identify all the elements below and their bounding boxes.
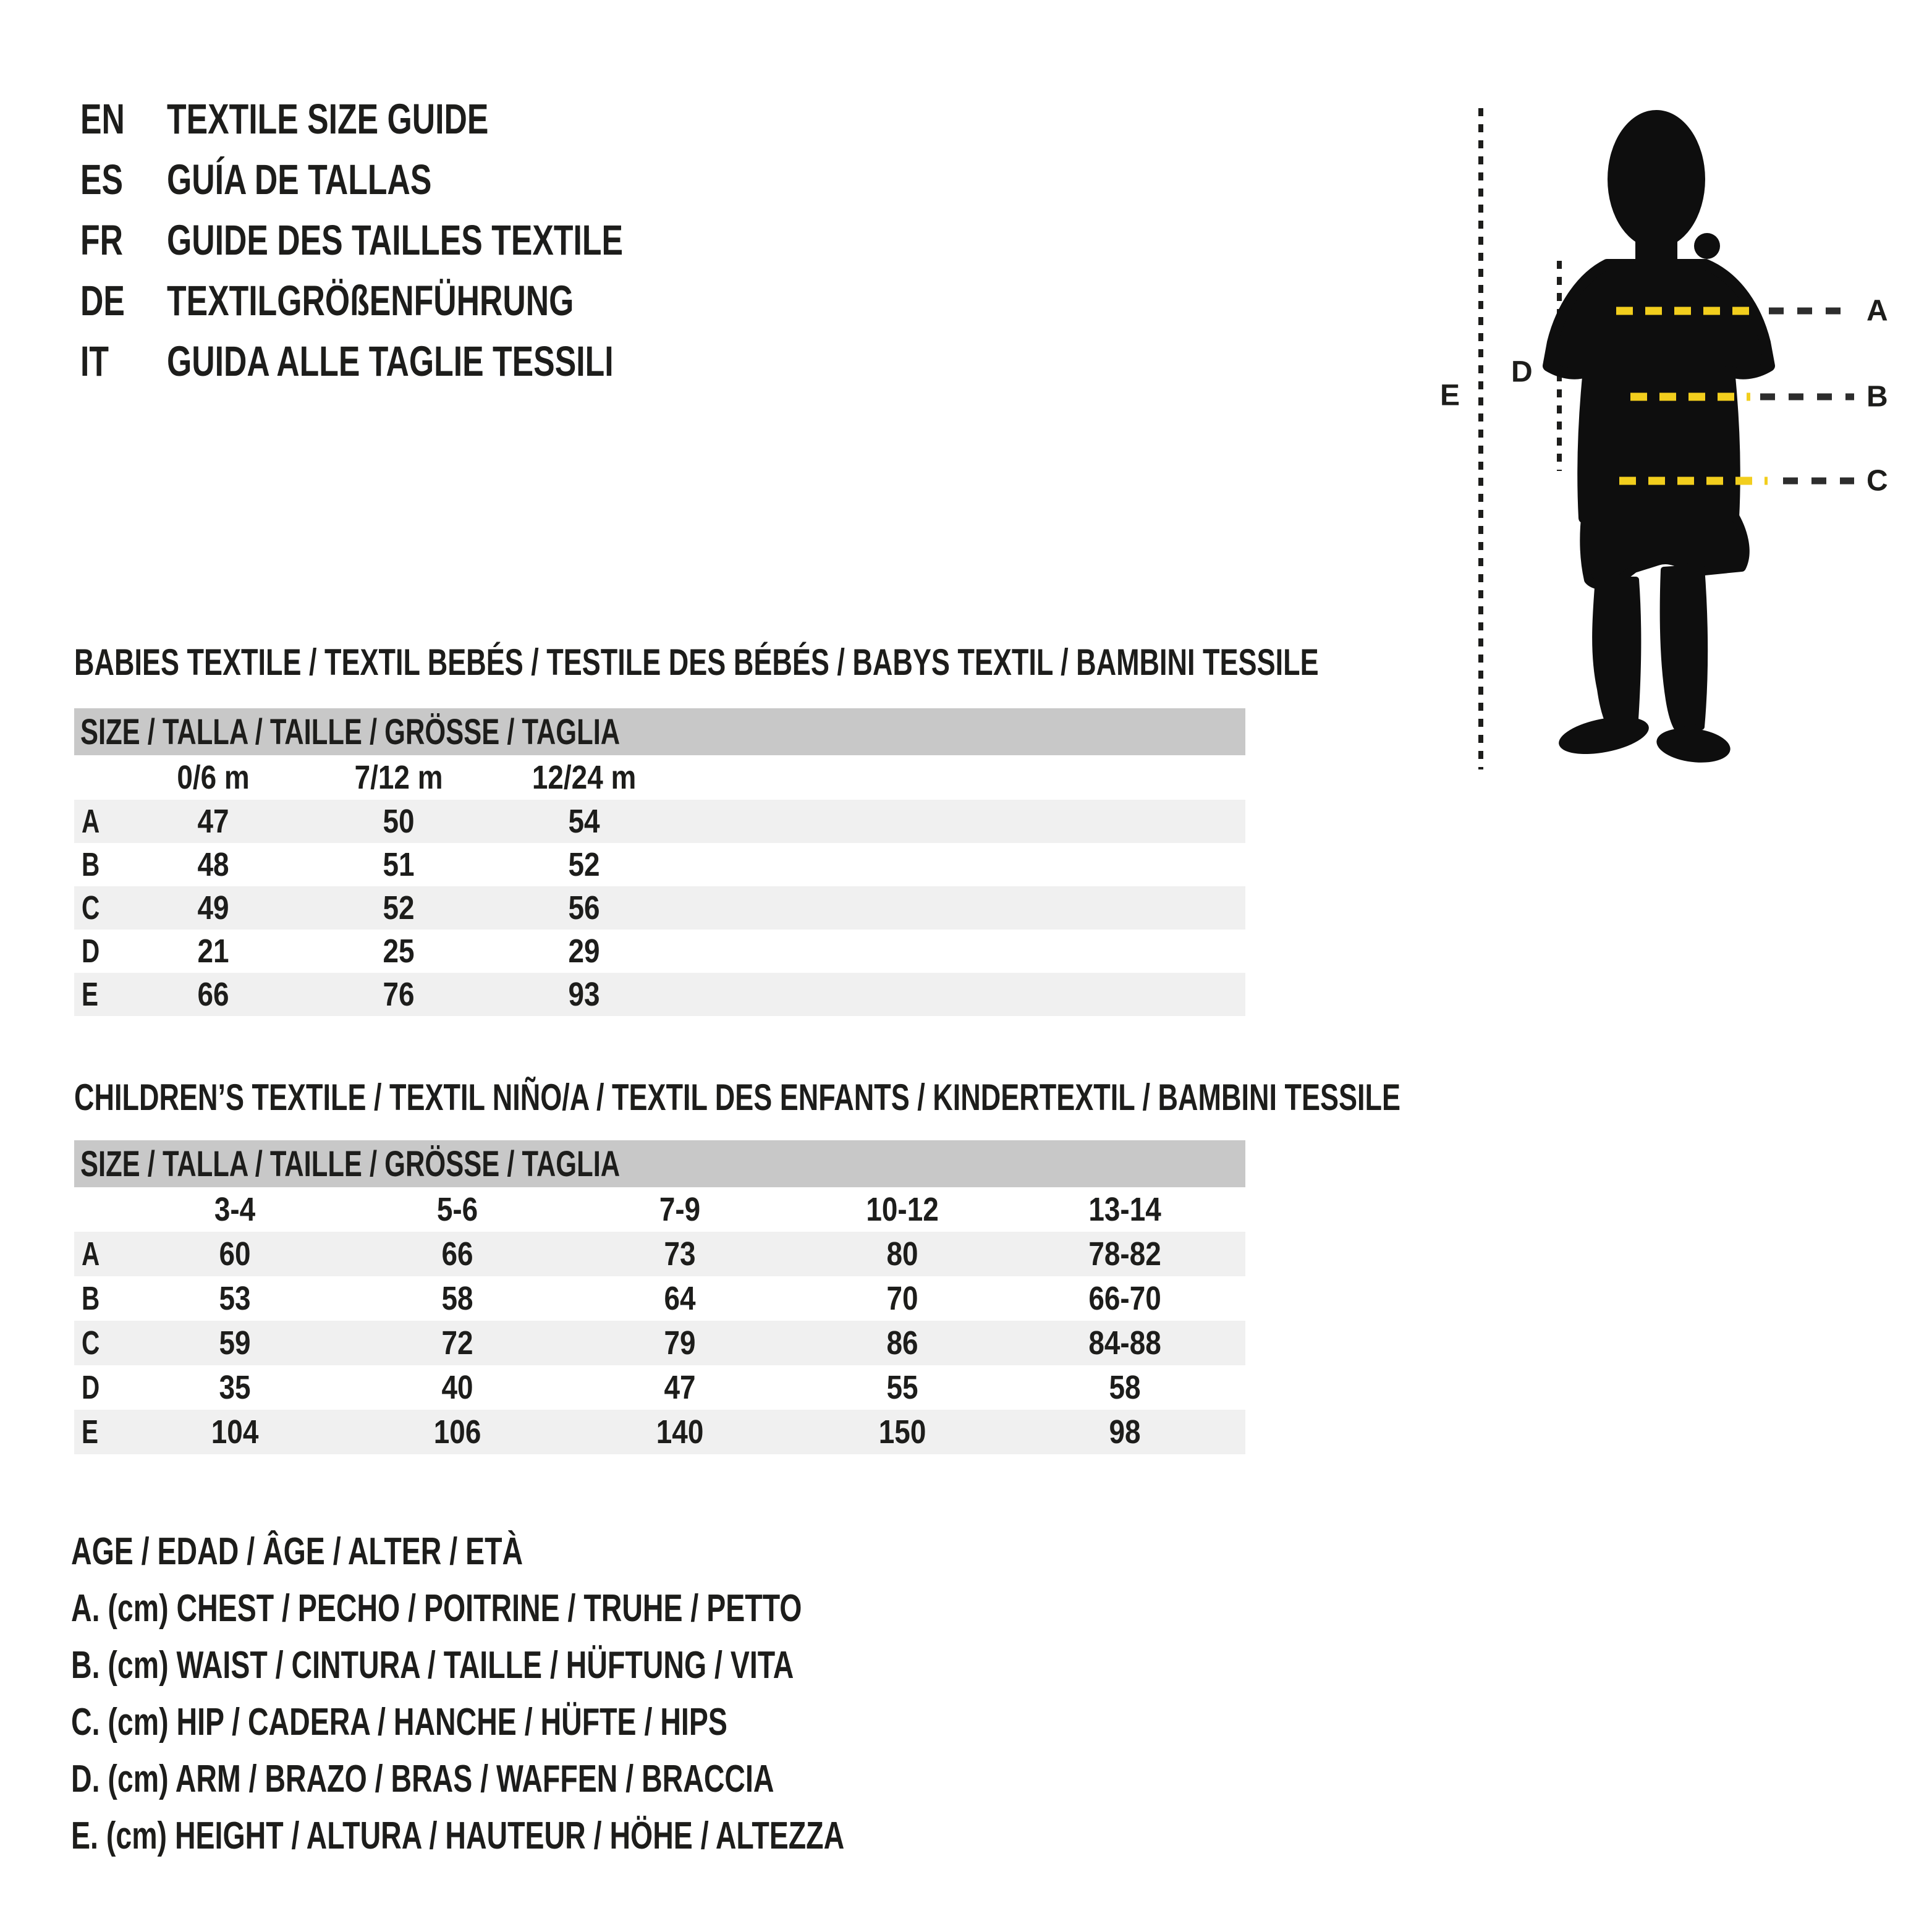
babies-size-header-bar: SIZE / TALLA / TAILLE / GRÖSSE / TAGLIA: [74, 708, 1245, 755]
babies-section-title: BABIES TEXTILE / TEXTIL BEBÉS / TESTILE DES BÉBÉS / BABYS TEXTIL / BAMBINI TESSILE: [74, 641, 1319, 683]
row-label: A: [82, 1235, 100, 1273]
legend-line-waist: B. (cm) WAIST / CINTURA / TAILLE / HÜFTUNG / VITA: [71, 1643, 794, 1687]
cell-value: 47: [197, 803, 229, 840]
row-label: B: [82, 846, 100, 883]
cell-value: 50: [383, 803, 415, 840]
cell-value: 25: [383, 933, 415, 970]
cell-value: 150: [878, 1413, 926, 1451]
language-code: FR: [80, 216, 123, 264]
column-header: 7-9: [659, 1191, 701, 1228]
language-row-fr: [80, 210, 775, 270]
cell-value: 58: [1109, 1369, 1141, 1406]
measurement-legend: [71, 1523, 1102, 1864]
row-label: A: [82, 803, 100, 840]
cell-value: 79: [664, 1324, 696, 1362]
figure-label-c: C: [1866, 464, 1888, 498]
language-row-de: [80, 270, 775, 331]
figure-label-d: D: [1511, 355, 1533, 389]
language-title: GUIDE DES TAILLES TEXTILE: [167, 216, 623, 264]
cell-value: 66: [441, 1235, 473, 1273]
legend-line-height: E. (cm) HEIGHT / ALTURA / HAUTEUR / HÖHE / ALTEZZA: [71, 1814, 845, 1857]
table-row: [74, 886, 1245, 930]
cell-value: 98: [1109, 1413, 1141, 1451]
cell-value: 66-70: [1088, 1280, 1161, 1317]
cell-value: 84-88: [1088, 1324, 1161, 1362]
cell-value: 29: [568, 933, 600, 970]
table-row: [74, 930, 1245, 973]
table-row: [74, 843, 1245, 886]
row-label: E: [82, 976, 99, 1013]
cell-value: 104: [211, 1413, 259, 1451]
cell-value: 47: [664, 1369, 696, 1406]
cell-value: 70: [886, 1280, 918, 1317]
cell-value: 86: [886, 1324, 918, 1362]
column-header: 10-12: [866, 1191, 939, 1228]
cell-value: 40: [441, 1369, 473, 1406]
figure-label-a: A: [1866, 294, 1888, 328]
language-row-it: [80, 331, 775, 391]
table-row: [74, 1276, 1245, 1321]
cell-value: 48: [197, 846, 229, 883]
cell-value: 66: [197, 976, 229, 1013]
table-row: [74, 973, 1245, 1016]
figure-label-e: E: [1440, 379, 1460, 412]
cell-value: 21: [197, 933, 229, 970]
language-code: IT: [80, 337, 109, 385]
table-row: [74, 1232, 1245, 1276]
column-header: 3-4: [214, 1191, 256, 1228]
row-label: B: [82, 1280, 100, 1317]
cell-value: 49: [197, 889, 229, 926]
cell-value: 93: [568, 976, 600, 1013]
language-code: ES: [80, 155, 124, 203]
cell-value: 52: [568, 846, 600, 883]
column-header: 0/6 m: [177, 759, 250, 796]
cell-value: 106: [433, 1413, 481, 1451]
language-code: EN: [80, 95, 125, 143]
cell-value: 59: [219, 1324, 251, 1362]
cell-value: 78-82: [1088, 1235, 1161, 1273]
table-row: [74, 1410, 1245, 1454]
language-title: TEXTILE SIZE GUIDE: [167, 95, 489, 143]
table-row: [74, 1321, 1245, 1365]
babies-size-table: [74, 708, 1245, 1016]
table-row: [74, 800, 1245, 843]
cell-value: 55: [886, 1369, 918, 1406]
language-title: TEXTILGRÖßENFÜHRUNG: [167, 276, 574, 324]
row-label: D: [82, 933, 100, 970]
cell-value: 73: [664, 1235, 696, 1273]
cell-value: 60: [219, 1235, 251, 1273]
language-title: GUIDA ALLE TAGLIE TESSILI: [167, 337, 614, 385]
children-column-header-row: [74, 1187, 1245, 1232]
cell-value: 72: [441, 1324, 473, 1362]
row-label: C: [82, 889, 100, 926]
cell-value: 54: [568, 803, 600, 840]
row-label: C: [82, 1324, 100, 1362]
cell-value: 51: [383, 846, 415, 883]
language-row-en: [80, 88, 775, 149]
row-label: D: [82, 1369, 100, 1406]
cell-value: 140: [656, 1413, 704, 1451]
column-header: 7/12 m: [354, 759, 443, 796]
cell-value: 52: [383, 889, 415, 926]
cell-value: 64: [664, 1280, 696, 1317]
babies-column-header-row: [74, 755, 1245, 800]
legend-line-age: AGE / EDAD / ÂGE / ALTER / ETÀ: [71, 1530, 523, 1573]
cell-value: 76: [383, 976, 415, 1013]
language-title-list: [80, 88, 775, 391]
row-label: E: [82, 1413, 99, 1451]
legend-line-chest: A. (cm) CHEST / PECHO / POITRINE / TRUHE / PETTO: [71, 1587, 802, 1630]
cell-value: 35: [219, 1369, 251, 1406]
column-header: 13-14: [1088, 1191, 1161, 1228]
legend-line-arm: D. (cm) ARM / BRAZO / BRAS / WAFFEN / BRACCIA: [71, 1757, 774, 1800]
language-code: DE: [80, 276, 125, 324]
cell-value: 53: [219, 1280, 251, 1317]
table-row: [74, 1365, 1245, 1410]
language-row-es: [80, 149, 775, 210]
children-size-table: [74, 1140, 1245, 1454]
cell-value: 56: [568, 889, 600, 926]
language-title: GUÍA DE TALLAS: [167, 155, 432, 203]
column-header: 5-6: [436, 1191, 478, 1228]
cell-value: 80: [886, 1235, 918, 1273]
cell-value: 58: [441, 1280, 473, 1317]
figure-label-b: B: [1866, 380, 1888, 413]
children-section-title: CHILDREN’S TEXTILE / TEXTIL NIÑO/A / TEXTIL DES ENFANTS / KINDERTEXTIL / BAMBINI TESSILE: [74, 1076, 1401, 1118]
children-size-header-bar: SIZE / TALLA / TAILLE / GRÖSSE / TAGLIA: [74, 1140, 1245, 1187]
legend-line-hip: C. (cm) HIP / CADERA / HANCHE / HÜFTE / HIPS: [71, 1700, 727, 1743]
column-header: 12/24 m: [532, 759, 637, 796]
